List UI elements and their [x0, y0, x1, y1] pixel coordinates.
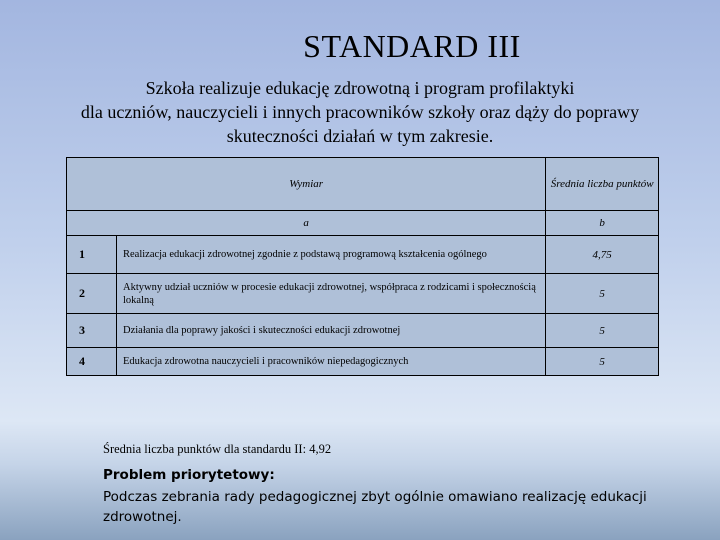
- row-value: 5: [546, 348, 659, 376]
- row-value: 5: [546, 314, 659, 348]
- row-description: Realizacja edukacji zdrowotnej zgodnie z podstawą programową kształcenia ogólnego: [117, 236, 546, 274]
- subheader-a: a: [67, 211, 546, 236]
- table-header-row: [67, 158, 659, 211]
- slide-title: [0, 28, 720, 65]
- priority-problem-text: Podczas zebrania rady pedagogicznej zbyt ogólnie omawiano realizację edukacji zdrowotnej.: [103, 489, 647, 525]
- table-subheader-row: [67, 211, 659, 236]
- row-number: 1: [67, 236, 117, 274]
- table-row: [67, 274, 659, 314]
- table-row: [67, 314, 659, 348]
- row-number: 4: [67, 348, 117, 376]
- standard-table: [66, 157, 659, 376]
- row-value: 5: [546, 274, 659, 314]
- standard-description: [40, 76, 680, 148]
- row-number: 3: [67, 314, 117, 348]
- header-srednia: Średnia liczba punktów: [546, 158, 659, 211]
- slide-title-text: STANDARD III: [303, 28, 521, 64]
- row-description: Aktywny udział uczniów w procesie edukacji zdrowotnej, współpraca z rodzicami i społecznością lokalną: [117, 274, 546, 314]
- row-description: Edukacja zdrowotna nauczycieli i pracowników niepedagogicznych: [117, 348, 546, 376]
- description-line-2: dla uczniów, nauczycieli i innych pracowników szkoły oraz dąży do poprawy: [80, 102, 640, 122]
- priority-problem-heading: Problem priorytetowy:: [103, 467, 275, 483]
- description-line-1: Szkoła realizuje edukację zdrowotną i program profilaktyki: [145, 78, 575, 98]
- row-description: Działania dla poprawy jakości i skuteczności edukacji zdrowotnej: [117, 314, 546, 348]
- row-value: 4,75: [546, 236, 659, 274]
- table-row: [67, 348, 659, 376]
- description-line-3: skuteczności działań w tym zakresie.: [226, 126, 494, 146]
- subheader-b: b: [546, 211, 659, 236]
- standard-average: Średnia liczba punktów dla standardu II: 4,92: [103, 442, 332, 456]
- row-number: 2: [67, 274, 117, 314]
- header-wymiar: Wymiar: [67, 158, 546, 211]
- table-row: [67, 236, 659, 274]
